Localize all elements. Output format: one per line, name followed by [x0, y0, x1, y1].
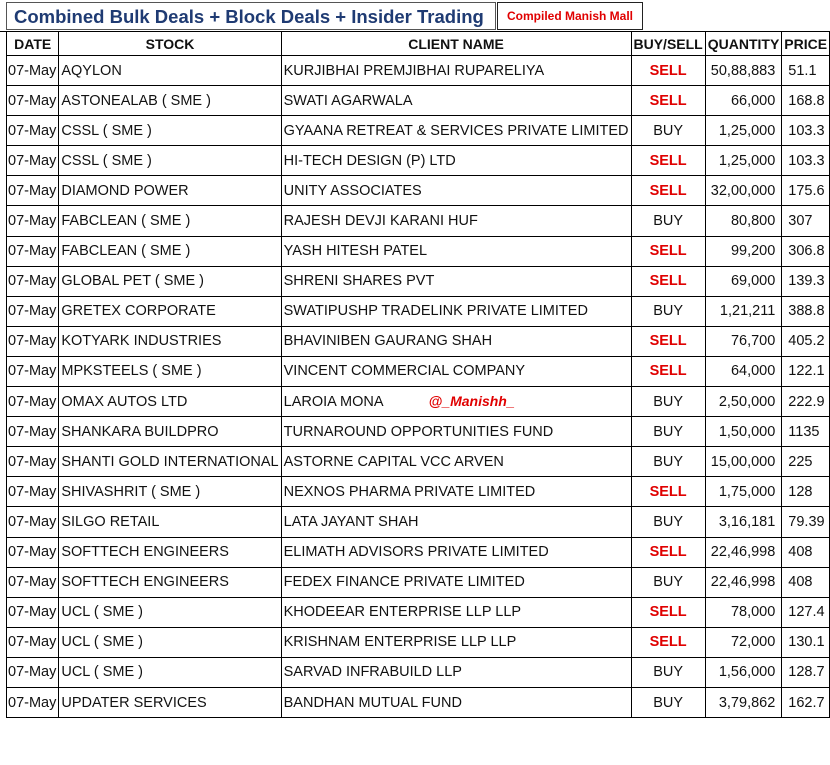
date-cell: 07-May: [7, 206, 59, 236]
quantity-cell: 22,46,998: [705, 567, 782, 597]
table-row: [7, 296, 830, 326]
client-cell-text: KHODEEAR ENTERPRISE LLP LLP: [283, 604, 522, 621]
quantity-cell: 3,79,862: [705, 687, 782, 717]
side-cell: BUY: [631, 447, 705, 477]
price-cell: 79.39: [782, 507, 830, 537]
side-cell: SELL: [631, 266, 705, 296]
title-row: [0, 0, 650, 32]
quantity-cell: 22,46,998: [705, 537, 782, 567]
table-row: [7, 176, 830, 206]
price-cell: 103.3: [782, 146, 830, 176]
quantity-cell: 64,000: [705, 356, 782, 386]
price-cell: 168.8: [782, 86, 830, 116]
table-row: [7, 56, 830, 86]
stock-cell: [59, 326, 281, 356]
side-cell: SELL: [631, 236, 705, 266]
price-cell: 307: [782, 206, 830, 236]
stock-cell-text: CSSL ( SME ): [61, 122, 152, 139]
client-cell: [281, 86, 631, 116]
side-cell: BUY: [631, 116, 705, 146]
stock-cell: [59, 477, 281, 507]
date-cell: 07-May: [7, 296, 59, 326]
stock-cell: [59, 657, 281, 687]
stock-cell: [59, 627, 281, 657]
stock-cell-text: SOFTTECH ENGINEERS: [61, 574, 229, 591]
side-cell: BUY: [631, 687, 705, 717]
table-row: [7, 507, 830, 537]
quantity-cell: 1,56,000: [705, 657, 782, 687]
col-client-header: CLIENT NAME: [281, 32, 631, 56]
side-cell: SELL: [631, 56, 705, 86]
price-cell: 1135: [782, 417, 830, 447]
stock-cell-text: KOTYARK INDUSTRIES: [61, 333, 222, 350]
client-cell-text: RAJESH DEVJI KARANI HUF: [283, 213, 478, 230]
date-cell: 07-May: [7, 356, 59, 386]
side-cell: SELL: [631, 326, 705, 356]
watermark-handle: @_Manishh_: [428, 393, 515, 410]
price-cell: 128: [782, 477, 830, 507]
table-row: [7, 537, 830, 567]
stock-cell: [59, 176, 281, 206]
quantity-cell: 1,50,000: [705, 417, 782, 447]
table-row: [7, 387, 830, 417]
stock-cell-text: MPKSTEELS ( SME ): [61, 363, 202, 380]
client-cell: [281, 567, 631, 597]
client-cell: [281, 537, 631, 567]
client-cell: [281, 356, 631, 386]
deals-body: [7, 56, 830, 718]
table-row: [7, 447, 830, 477]
price-cell: 128.7: [782, 657, 830, 687]
date-cell: 07-May: [7, 657, 59, 687]
col-stock-header: STOCK: [59, 32, 281, 56]
client-cell: [281, 387, 631, 417]
stock-cell: [59, 447, 281, 477]
table-row: [7, 206, 830, 236]
date-cell: 07-May: [7, 627, 59, 657]
client-cell-text: SWATIPUSHP TRADELINK PRIVATE LIMITED: [283, 303, 588, 320]
stock-cell: [59, 417, 281, 447]
date-cell: 07-May: [7, 687, 59, 717]
stock-cell-text: SOFTTECH ENGINEERS: [61, 544, 229, 561]
stock-cell-text: SHANTI GOLD INTERNATIONAL: [61, 453, 279, 470]
stock-cell: [59, 537, 281, 567]
date-cell: 07-May: [7, 567, 59, 597]
sheet-title: Combined Bulk Deals + Block Deals + Insider Trading: [14, 6, 484, 27]
client-cell-text: ASTORNE CAPITAL VCC ARVEN: [283, 453, 504, 470]
side-cell: BUY: [631, 417, 705, 447]
side-cell: SELL: [631, 477, 705, 507]
stock-cell-text: GRETEX CORPORATE: [61, 303, 216, 320]
date-cell: 07-May: [7, 56, 59, 86]
date-cell: 07-May: [7, 116, 59, 146]
stock-cell-text: SILGO RETAIL: [61, 513, 160, 530]
table-row: [7, 326, 830, 356]
client-cell-text: BANDHAN MUTUAL FUND: [283, 694, 462, 711]
stock-cell-text: UCL ( SME ): [61, 604, 143, 621]
price-cell: 405.2: [782, 326, 830, 356]
quantity-cell: 99,200: [705, 236, 782, 266]
price-cell: 408: [782, 567, 830, 597]
stock-cell: [59, 356, 281, 386]
date-cell: 07-May: [7, 537, 59, 567]
client-cell-text: LAROIA MONA: [283, 393, 384, 410]
client-cell: [281, 146, 631, 176]
price-cell: 222.9: [782, 387, 830, 417]
stock-cell-text: OMAX AUTOS LTD: [61, 393, 188, 410]
stock-cell: [59, 597, 281, 627]
date-cell: 07-May: [7, 326, 59, 356]
date-cell: 07-May: [7, 417, 59, 447]
quantity-cell: 50,88,883: [705, 56, 782, 86]
stock-cell: [59, 86, 281, 116]
date-cell: 07-May: [7, 86, 59, 116]
price-cell: 51.1: [782, 56, 830, 86]
col-price-header: PRICE: [782, 32, 830, 56]
col-quantity-header: QUANTITY: [705, 32, 782, 56]
quantity-cell: 1,25,000: [705, 116, 782, 146]
stock-cell: [59, 567, 281, 597]
client-cell-text: SARVAD INFRABUILD LLP: [283, 664, 462, 681]
col-date-header: DATE: [7, 32, 59, 56]
price-cell: 175.6: [782, 176, 830, 206]
date-cell: 07-May: [7, 507, 59, 537]
side-cell: SELL: [631, 146, 705, 176]
client-cell: [281, 687, 631, 717]
stock-cell: [59, 387, 281, 417]
quantity-cell: 15,00,000: [705, 447, 782, 477]
stock-cell: [59, 687, 281, 717]
client-cell: [281, 477, 631, 507]
client-cell-text: FEDEX FINANCE PRIVATE LIMITED: [283, 574, 525, 591]
price-cell: 139.3: [782, 266, 830, 296]
price-cell: 130.1: [782, 627, 830, 657]
client-cell-text: TURNAROUND OPPORTUNITIES FUND: [283, 423, 554, 440]
price-cell: 225: [782, 447, 830, 477]
stock-cell-text: UPDATER SERVICES: [61, 694, 207, 711]
price-cell: 306.8: [782, 236, 830, 266]
client-cell-text: KRISHNAM ENTERPRISE LLP LLP: [283, 634, 517, 651]
date-cell: 07-May: [7, 266, 59, 296]
stock-cell-text: GLOBAL PET ( SME ): [61, 273, 204, 290]
table-row: [7, 597, 830, 627]
stock-cell: [59, 296, 281, 326]
stock-cell: [59, 266, 281, 296]
client-cell: [281, 176, 631, 206]
price-cell: 388.8: [782, 296, 830, 326]
stock-cell: [59, 56, 281, 86]
quantity-cell: 3,16,181: [705, 507, 782, 537]
table-row: [7, 627, 830, 657]
client-cell-text: KURJIBHAI PREMJIBHAI RUPARELIYA: [283, 62, 545, 79]
date-cell: 07-May: [7, 477, 59, 507]
quantity-cell: 72,000: [705, 627, 782, 657]
client-cell: [281, 447, 631, 477]
side-cell: BUY: [631, 507, 705, 537]
date-cell: 07-May: [7, 387, 59, 417]
client-cell-text: ELIMATH ADVISORS PRIVATE LIMITED: [283, 544, 549, 561]
client-cell-text: GYAANA RETREAT & SERVICES PRIVATE LIMITED: [283, 122, 629, 139]
client-cell-text: SWATI AGARWALA: [283, 92, 413, 109]
stock-cell: [59, 206, 281, 236]
quantity-cell: 69,000: [705, 266, 782, 296]
client-cell-text: SHRENI SHARES PVT: [283, 273, 435, 290]
side-cell: SELL: [631, 597, 705, 627]
side-cell: SELL: [631, 176, 705, 206]
table-row: [7, 266, 830, 296]
deals-table: [6, 31, 830, 718]
stock-cell-text: ASTONEALAB ( SME ): [61, 92, 211, 109]
side-cell: BUY: [631, 296, 705, 326]
side-cell: BUY: [631, 206, 705, 236]
table-row: [7, 657, 830, 687]
client-cell: [281, 627, 631, 657]
quantity-cell: 1,75,000: [705, 477, 782, 507]
quantity-cell: 2,50,000: [705, 387, 782, 417]
side-cell: BUY: [631, 657, 705, 687]
client-cell: [281, 296, 631, 326]
client-cell: [281, 236, 631, 266]
client-cell-text: YASH HITESH PATEL: [283, 243, 428, 260]
client-cell: [281, 597, 631, 627]
client-cell-text: UNITY ASSOCIATES: [283, 182, 422, 199]
client-cell: [281, 657, 631, 687]
client-cell-text: BHAVINIBEN GAURANG SHAH: [283, 333, 493, 350]
quantity-cell: 1,21,211: [705, 296, 782, 326]
quantity-cell: 76,700: [705, 326, 782, 356]
date-cell: 07-May: [7, 146, 59, 176]
side-cell: SELL: [631, 537, 705, 567]
side-cell: BUY: [631, 387, 705, 417]
stock-cell-text: DIAMOND POWER: [61, 182, 189, 199]
quantity-cell: 78,000: [705, 597, 782, 627]
side-cell: SELL: [631, 86, 705, 116]
table-row: [7, 417, 830, 447]
client-cell-text: VINCENT COMMERCIAL COMPANY: [283, 363, 526, 380]
table-row: [7, 236, 830, 266]
table-row: [7, 86, 830, 116]
date-cell: 07-May: [7, 597, 59, 627]
client-cell-text: NEXNOS PHARMA PRIVATE LIMITED: [283, 483, 536, 500]
price-cell: 408: [782, 537, 830, 567]
side-cell: SELL: [631, 356, 705, 386]
quantity-cell: 66,000: [705, 86, 782, 116]
client-cell: [281, 116, 631, 146]
price-cell: 162.7: [782, 687, 830, 717]
quantity-cell: 80,800: [705, 206, 782, 236]
stock-cell-text: UCL ( SME ): [61, 664, 143, 681]
client-cell: [281, 507, 631, 537]
table-row: [7, 146, 830, 176]
stock-cell: [59, 236, 281, 266]
date-cell: 07-May: [7, 447, 59, 477]
stock-cell: [59, 116, 281, 146]
price-cell: 122.1: [782, 356, 830, 386]
col-side-header: BUY/SELL: [631, 32, 705, 56]
quantity-cell: 1,25,000: [705, 146, 782, 176]
stock-cell-text: UCL ( SME ): [61, 634, 143, 651]
table-row: [7, 477, 830, 507]
stock-cell-text: CSSL ( SME ): [61, 152, 152, 169]
header-row: [7, 32, 830, 56]
client-cell: [281, 266, 631, 296]
table-row: [7, 567, 830, 597]
stock-cell-text: SHIVASHRIT ( SME ): [61, 483, 201, 500]
stock-cell-text: SHANKARA BUILDPRO: [61, 423, 219, 440]
stock-cell: [59, 146, 281, 176]
compiler-credit: Compiled Manish Mall: [497, 2, 643, 30]
table-row: [7, 356, 830, 386]
client-cell: [281, 326, 631, 356]
date-cell: 07-May: [7, 176, 59, 206]
client-cell: [281, 206, 631, 236]
stock-cell: [59, 507, 281, 537]
table-row: [7, 116, 830, 146]
client-cell: [281, 56, 631, 86]
side-cell: BUY: [631, 567, 705, 597]
client-cell-text: HI-TECH DESIGN (P) LTD: [283, 152, 456, 169]
stock-cell-text: AQYLON: [61, 62, 122, 79]
date-cell: 07-May: [7, 236, 59, 266]
client-cell: [281, 417, 631, 447]
price-cell: 103.3: [782, 116, 830, 146]
stock-cell-text: FABCLEAN ( SME ): [61, 243, 191, 260]
client-cell-text: LATA JAYANT SHAH: [283, 513, 419, 530]
stock-cell-text: FABCLEAN ( SME ): [61, 213, 191, 230]
price-cell: 127.4: [782, 597, 830, 627]
side-cell: SELL: [631, 627, 705, 657]
table-row: [7, 687, 830, 717]
quantity-cell: 32,00,000: [705, 176, 782, 206]
